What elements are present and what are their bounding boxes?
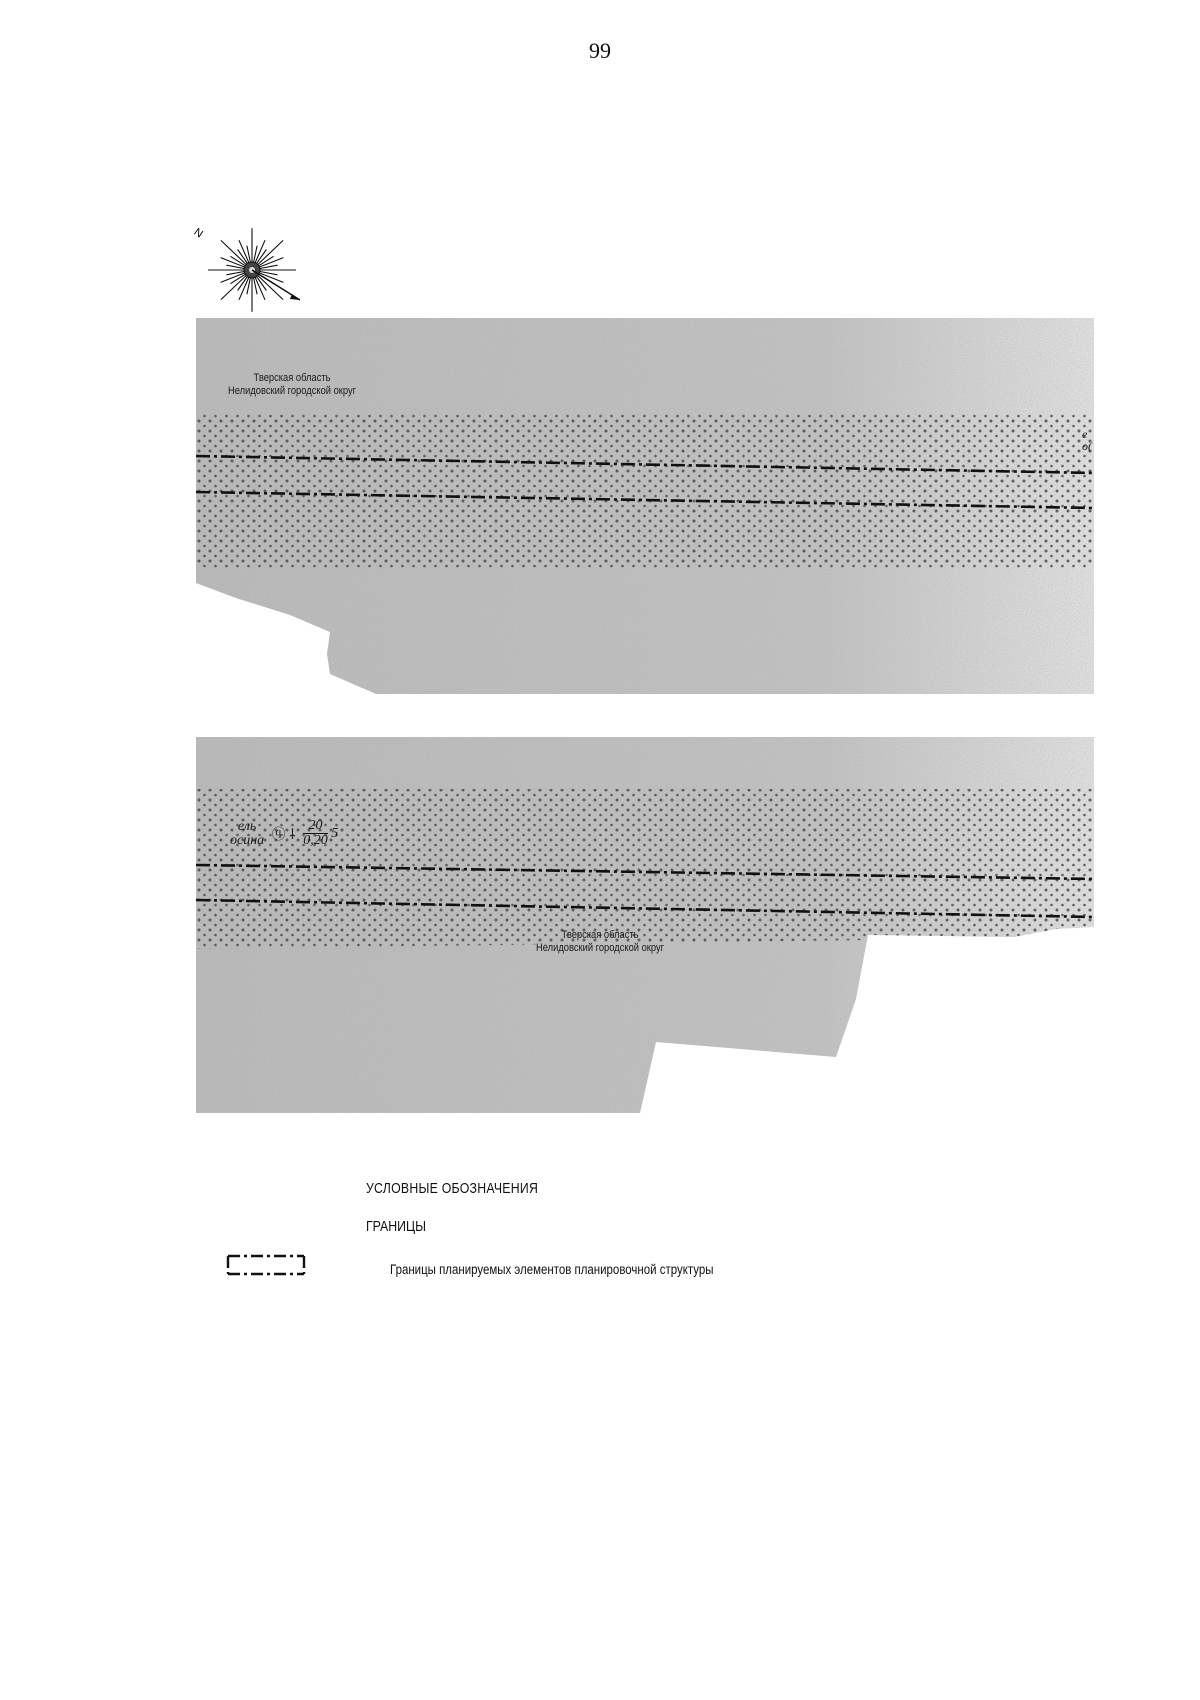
tree-symbol-icon: ⓠ ⸸ (271, 827, 296, 843)
forest-species-bottom: осина (230, 832, 265, 848)
forest-diameter: 0,20 (303, 833, 328, 848)
forest-spacing: 5 (331, 825, 339, 841)
compass-rose-icon (190, 222, 310, 318)
legend-item-label: Границы планируемых элементов планировочной структуры (390, 1262, 714, 1277)
edge-label-fragment-line: о( (1082, 439, 1092, 453)
legend-section-title: ГРАНИЦЫ (366, 1218, 426, 1235)
forest-stand-label (230, 819, 338, 848)
planning-boundary-symbol-icon (226, 1252, 308, 1278)
dotted-band (196, 414, 1094, 568)
dotted-band (196, 789, 1094, 949)
forest-height: 20 (303, 819, 328, 834)
region-label-line: Тверская область (253, 372, 331, 384)
legend-title: УСЛОВНЫЕ ОБОЗНАЧЕНИЯ (366, 1180, 539, 1197)
region-label (536, 929, 664, 955)
region-label-line: Нелидовский городской округ (228, 385, 357, 397)
edge-label-fragment (1082, 428, 1092, 452)
region-label-line: Нелидовский городской округ (536, 942, 665, 954)
edge-label-fragment-line: е (1082, 427, 1088, 441)
map-panel-top (196, 318, 1094, 694)
map-panel-bottom (196, 737, 1094, 1113)
region-label-line: Тверская область (561, 929, 639, 941)
forest-species-top: ель (237, 818, 257, 834)
region-label (228, 372, 356, 398)
page-number: 99 (589, 38, 611, 63)
map-panel-bottom-graphic (196, 737, 1094, 1113)
compass-north-label: N (191, 226, 205, 241)
